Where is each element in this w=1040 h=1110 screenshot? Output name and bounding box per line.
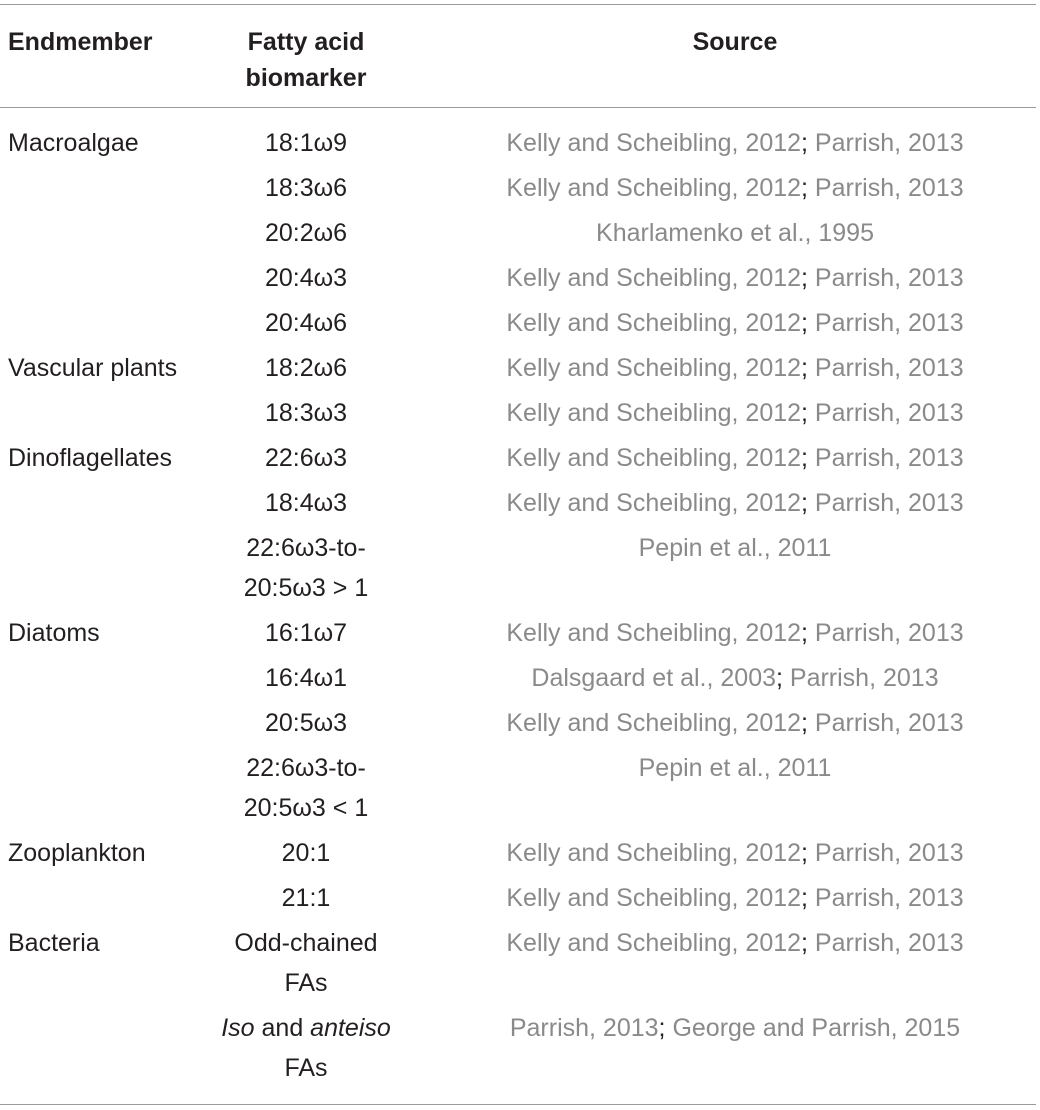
biomarker-cell: Odd-chained	[234, 929, 378, 957]
source-ref: Parrish, 2013	[807, 619, 964, 647]
biomarker-column	[218, 703, 394, 743]
bottom-rule	[0, 1104, 1036, 1105]
source-separator: ;	[801, 174, 808, 202]
table-row	[0, 258, 1040, 303]
source-separator: ;	[801, 929, 808, 957]
source-ref: Parrish, 2013	[807, 839, 964, 867]
table-row	[0, 213, 1040, 258]
source-separator: ;	[801, 354, 808, 382]
source-cell	[470, 168, 1000, 208]
source-ref: Parrish, 2013	[807, 709, 964, 737]
source-ref: Parrish, 2013	[782, 664, 939, 692]
biomarker-cell: 18:2ω6	[264, 354, 348, 382]
biomarker-cell: 20:4ω3	[264, 264, 348, 292]
source-cell	[470, 483, 1000, 523]
biomarker-cell: 18:1ω9	[264, 129, 348, 157]
header-biomarker-line1: Fatty acid	[247, 28, 365, 56]
source-ref: Kelly and Scheibling, 2012	[506, 309, 802, 337]
source-cell	[470, 923, 1000, 963]
source-cell	[470, 703, 1000, 743]
biomarker-column	[218, 393, 394, 433]
source-ref: Kelly and Scheibling, 2012	[506, 929, 802, 957]
source-cell	[470, 658, 1000, 698]
biomarker-column	[218, 168, 394, 208]
source-cell	[470, 438, 1000, 478]
table-row	[0, 833, 1040, 878]
endmember-cell: Zooplankton	[8, 839, 146, 867]
biomarker-column	[218, 438, 394, 478]
source-separator: ;	[801, 129, 808, 157]
source-ref: Kelly and Scheibling, 2012	[506, 619, 802, 647]
header-biomarker	[218, 24, 394, 96]
source-separator: ;	[801, 489, 808, 517]
source-cell	[470, 123, 1000, 163]
top-rule	[0, 4, 1036, 5]
endmember-cell: Dinoflagellates	[8, 444, 172, 472]
header-rule	[0, 107, 1036, 108]
biomarker-cell: 22:6ω3	[264, 444, 348, 472]
source-separator: ;	[801, 884, 808, 912]
source-ref: Kelly and Scheibling, 2012	[506, 884, 802, 912]
biomarker-cell-line2: FAs	[284, 1054, 328, 1082]
table-row	[0, 483, 1040, 528]
endmember-cell: Diatoms	[8, 619, 100, 647]
biomarker-cell: 20:1	[281, 839, 331, 867]
source-ref: Parrish, 2013	[807, 444, 964, 472]
and-label: and	[254, 1014, 311, 1042]
source-ref: Kelly and Scheibling, 2012	[506, 489, 802, 517]
source-ref: Dalsgaard et al., 2003	[531, 664, 776, 692]
source-separator: ;	[801, 309, 808, 337]
table-row	[0, 613, 1040, 658]
biomarker-cell-line2: 20:5ω3 < 1	[243, 794, 369, 822]
source-ref: Kelly and Scheibling, 2012	[506, 399, 802, 427]
source-ref: Kelly and Scheibling, 2012	[506, 174, 802, 202]
biomarker-cell: 16:4ω1	[264, 664, 348, 692]
source-ref: Parrish, 2013	[807, 884, 964, 912]
iso-label: Iso	[221, 1014, 255, 1042]
table-row	[0, 748, 1040, 833]
source-ref: Parrish, 2013	[807, 929, 964, 957]
endmember-cell: Macroalgae	[8, 129, 139, 157]
header-biomarker-line2: biomarker	[245, 64, 367, 92]
source-cell	[470, 528, 1000, 568]
biomarker-column	[218, 923, 394, 1003]
biomarker-cell-line2: 20:5ω3 > 1	[243, 574, 369, 602]
source-separator: ;	[801, 709, 808, 737]
source-cell	[470, 303, 1000, 343]
source-cell	[470, 1008, 1000, 1048]
source-separator: ;	[776, 664, 783, 692]
table-row	[0, 438, 1040, 483]
source-cell	[470, 613, 1000, 653]
table-body	[0, 123, 1040, 1093]
biomarker-cell: 21:1	[281, 884, 331, 912]
source-ref: Kelly and Scheibling, 2012	[506, 839, 802, 867]
table-row	[0, 878, 1040, 923]
source-cell	[470, 878, 1000, 918]
biomarker-column	[218, 613, 394, 653]
table-row	[0, 348, 1040, 393]
biomarker-cell: 18:3ω3	[264, 399, 348, 427]
source-separator: ;	[801, 399, 808, 427]
source-ref: Parrish, 2013	[807, 399, 964, 427]
biomarker-cell-line2: FAs	[284, 969, 328, 997]
biomarker-column	[218, 878, 394, 918]
biomarker-column	[218, 213, 394, 253]
table-row	[0, 1008, 1040, 1093]
source-ref: Parrish, 2013	[807, 354, 964, 382]
biomarker-cell: 18:4ω3	[264, 489, 348, 517]
source-ref: Parrish, 2013	[509, 1014, 659, 1042]
table-row	[0, 393, 1040, 438]
source-separator: ;	[658, 1014, 666, 1042]
source-ref: Kelly and Scheibling, 2012	[506, 264, 802, 292]
source-cell	[470, 833, 1000, 873]
biomarker-column	[218, 1008, 394, 1088]
endmember-cell: Vascular plants	[8, 354, 178, 382]
source-ref: Parrish, 2013	[807, 309, 964, 337]
biomarker-cell: 20:5ω3	[264, 709, 348, 737]
header-endmember: Endmember	[8, 28, 153, 56]
table-row	[0, 658, 1040, 703]
source-ref: Parrish, 2013	[807, 129, 964, 157]
anteiso-label: anteiso	[310, 1014, 391, 1042]
source-ref: Kelly and Scheibling, 2012	[506, 129, 802, 157]
biomarker-cell	[218, 1008, 394, 1048]
source-ref: Kelly and Scheibling, 2012	[506, 709, 802, 737]
biomarker-cell: 16:1ω7	[264, 619, 348, 647]
biomarker-column	[218, 748, 394, 828]
table-row	[0, 303, 1040, 348]
biomarker-column	[218, 483, 394, 523]
biomarker-cell: 20:4ω6	[264, 309, 348, 337]
table-row	[0, 703, 1040, 748]
source-cell	[470, 348, 1000, 388]
source-ref: Kharlamenko et al., 1995	[596, 219, 874, 247]
source-ref: Parrish, 2013	[807, 489, 964, 517]
source-separator: ;	[801, 619, 808, 647]
source-ref: Pepin et al., 2011	[638, 754, 832, 782]
table-row	[0, 528, 1040, 613]
biomarker-column	[218, 123, 394, 163]
source-ref: Parrish, 2013	[807, 264, 964, 292]
biomarker-column	[218, 833, 394, 873]
biomarker-cell: 20:2ω6	[264, 219, 348, 247]
source-separator: ;	[801, 839, 808, 867]
source-ref: Pepin et al., 2011	[638, 534, 832, 562]
biomarker-column	[218, 348, 394, 388]
biomarker-column	[218, 528, 394, 608]
endmember-cell: Bacteria	[8, 929, 100, 957]
biomarker-cell: 22:6ω3-to-	[246, 534, 366, 562]
table-row	[0, 123, 1040, 168]
biomarker-cell: 18:3ω6	[264, 174, 348, 202]
source-ref: Parrish, 2013	[807, 174, 964, 202]
header-source: Source	[692, 28, 778, 56]
source-cell	[470, 213, 1000, 253]
source-cell	[470, 748, 1000, 788]
biomarker-column	[218, 258, 394, 298]
biomarker-cell: 22:6ω3-to-	[246, 754, 366, 782]
source-ref: Kelly and Scheibling, 2012	[506, 444, 802, 472]
biomarker-column	[218, 303, 394, 343]
source-ref: Kelly and Scheibling, 2012	[506, 354, 802, 382]
table-row	[0, 923, 1040, 1008]
biomarker-column	[218, 658, 394, 698]
source-separator: ;	[801, 444, 808, 472]
source-cell	[470, 258, 1000, 298]
table-row	[0, 168, 1040, 213]
source-ref: George and Parrish, 2015	[665, 1014, 961, 1042]
source-separator: ;	[801, 264, 808, 292]
source-cell	[470, 393, 1000, 433]
